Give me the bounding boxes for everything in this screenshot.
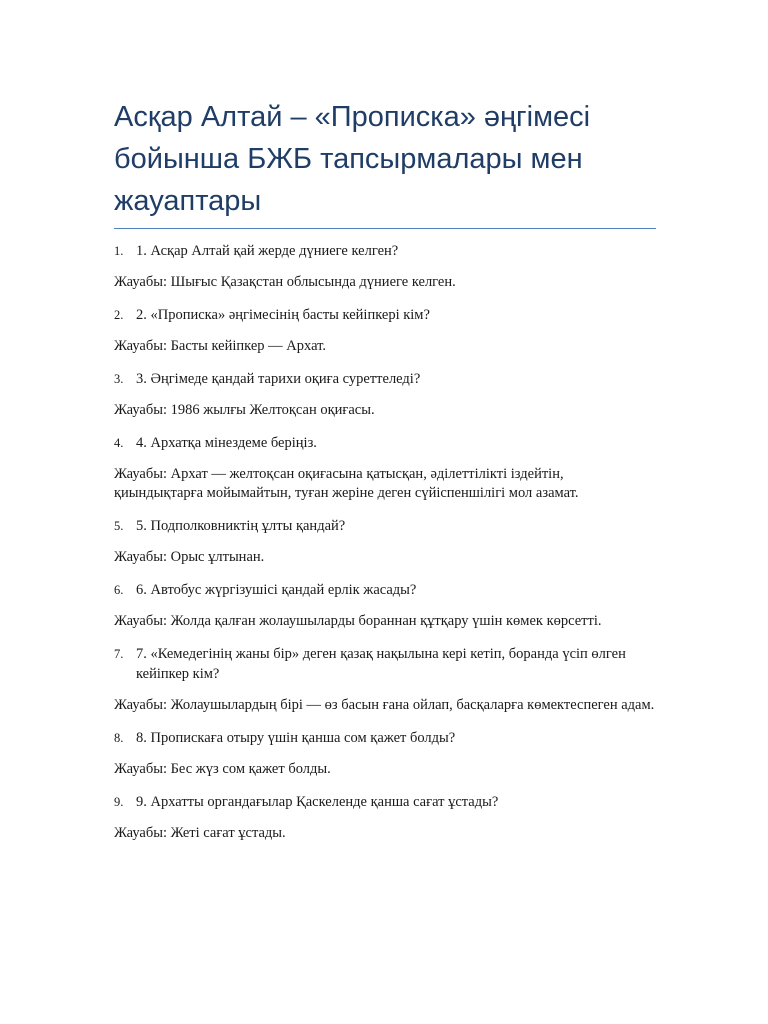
question-text: 5. Подполковниктің ұлты қандай? — [136, 518, 346, 534]
answer-text: Жауабы: Архат — желтоқсан оқиғасына қатысқан, әділеттілікті іздейтін, қиындықтарға мойымайтын, туған жеріне деген сүйіспеншілігі мол азамат. — [114, 466, 579, 501]
question-item — [114, 728, 656, 748]
list-number: 2. — [114, 308, 124, 322]
qa-list — [114, 241, 656, 843]
question-item — [114, 369, 656, 389]
answer-text: Жауабы: Орыс ұлтынан. — [114, 549, 265, 565]
question-text: 2. «Прописка» әңгімесінің басты кейіпкері кім? — [136, 307, 430, 323]
question-item — [114, 305, 656, 325]
list-number: 5. — [114, 519, 124, 533]
answer-text: Жауабы: Жолаушылардың бірі — өз басын ғана ойлап, басқаларға көмектеспеген адам. — [114, 697, 655, 713]
question-text: 7. «Кемедегінің жаны бір» деген қазақ нақылына кері кетіп, боранда үсіп өлген кейіпкер кім? — [136, 646, 626, 682]
question-text: 8. Пропискаға отыру үшін қанша сом қажет болды? — [136, 730, 456, 746]
list-number: 7. — [114, 647, 124, 661]
document-page — [114, 96, 656, 856]
question-item — [114, 580, 656, 600]
answer-text: Жауабы: Бес жүз сом қажет болды. — [114, 761, 331, 777]
document-title: Асқар Алтай – «Прописка» әңгімесі бойынша БЖБ тапсырмалары мен жауаптары — [114, 101, 591, 217]
answer-text: Жауабы: Жолда қалған жолаушыларды бораннан құтқару үшін көмек көрсетті. — [114, 613, 602, 629]
question-text: 6. Автобус жүргізушісі қандай ерлік жасады? — [136, 582, 417, 598]
question-text: 3. Әңгімеде қандай тарихи оқиға суреттеледі? — [136, 371, 421, 387]
answer-text: Жауабы: 1986 жылғы Желтоқсан оқиғасы. — [114, 402, 375, 418]
question-text: 9. Архатты органдағылар Қаскеленде қанша сағат ұстады? — [136, 794, 499, 810]
list-number: 1. — [114, 244, 124, 258]
answer-text: Жауабы: Шығыс Қазақстан облысында дүниеге келген. — [114, 274, 456, 290]
list-number: 3. — [114, 372, 124, 386]
answer-text: Жауабы: Жеті сағат ұстады. — [114, 825, 286, 841]
question-text: 1. Асқар Алтай қай жерде дүниеге келген? — [136, 243, 399, 259]
list-number: 9. — [114, 795, 124, 809]
question-item — [114, 644, 656, 684]
list-number: 6. — [114, 583, 124, 597]
question-item — [114, 516, 656, 536]
answer-text: Жауабы: Басты кейіпкер — Архат. — [114, 338, 326, 354]
list-number: 8. — [114, 731, 124, 745]
question-text: 4. Архатқа мінездеме беріңіз. — [136, 435, 317, 451]
question-item — [114, 241, 656, 261]
list-number: 4. — [114, 436, 124, 450]
question-item — [114, 792, 656, 812]
question-item — [114, 433, 656, 453]
title-divider — [114, 228, 656, 229]
